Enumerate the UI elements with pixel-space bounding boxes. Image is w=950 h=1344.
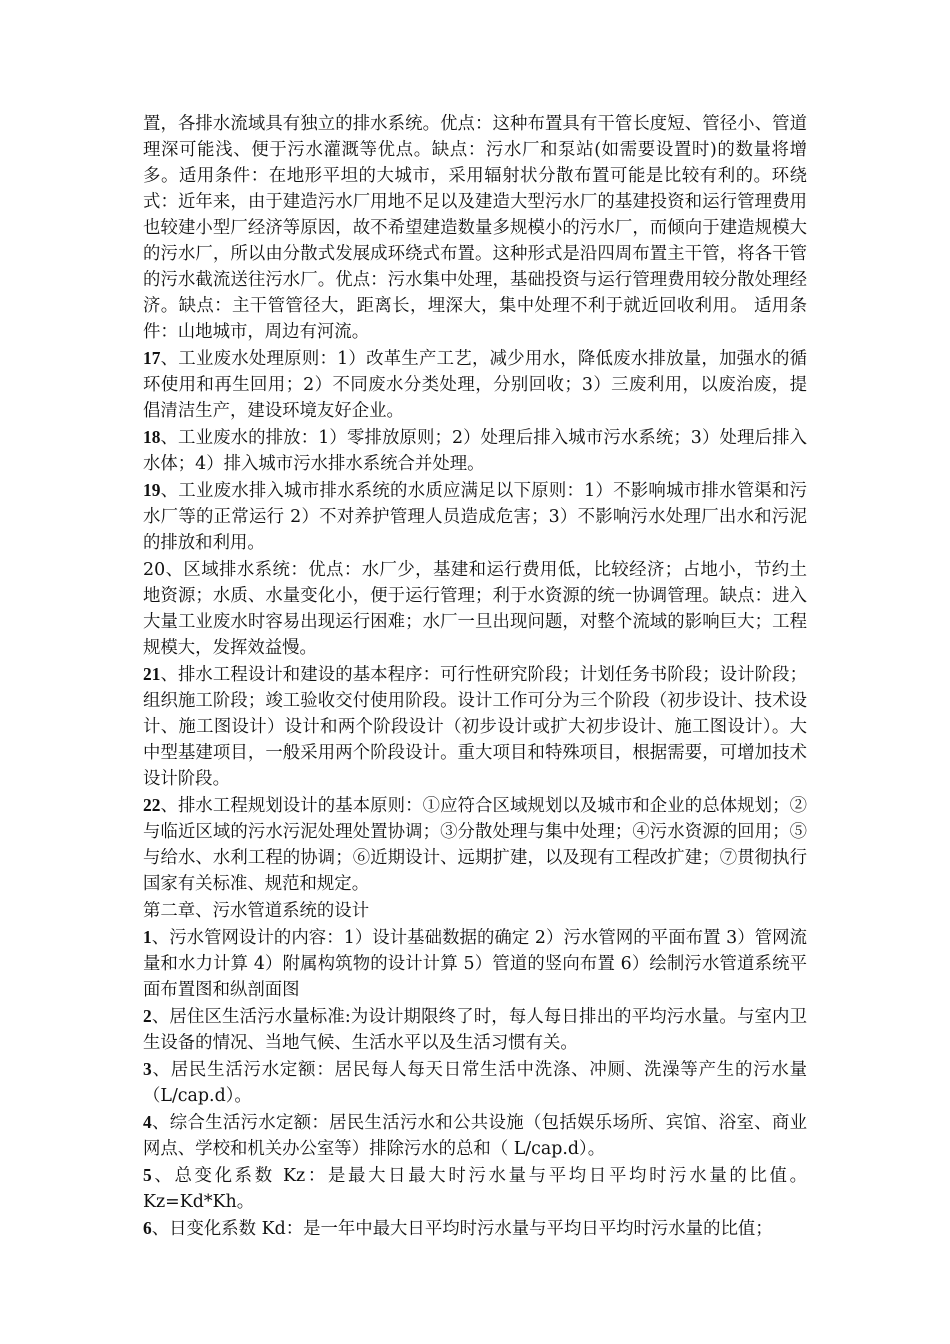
paragraph-21 (143, 661, 807, 792)
paragraph-ch2-5 (143, 1162, 807, 1215)
paragraph-text: 、总变化系数 Kz：是最大日最大时污水量与平均日平均时污水量的比值。Kz=Kd*Kh。 (143, 1166, 807, 1212)
paragraph-ch2-3 (143, 1056, 807, 1109)
paragraph-number: 19 (143, 480, 161, 500)
paragraph-22 (143, 792, 807, 897)
paragraph-text: 20、区域排水系统：优点：水厂少，基建和运行费用低，比较经济；占地小，节约土地资源；水质、水量变化小，便于运行管理；利于水资源的统一协调管理。缺点：进入大量工业废水时容易出现运行困难；水厂一旦出现问题，对整个流域的影响巨大；工程规模大，发挥效益慢。 (143, 560, 807, 658)
paragraph-text: 、排水工程设计和建设的基本程序：可行性研究阶段；计划任务书阶段；设计阶段；组织施工阶段；竣工验收交付使用阶段。设计工作可分为三个阶段（初步设计、技术设计、施工图设计）设计和两个阶段设计（初步设计或扩大初步设计、施工图设计）。大中型基建项目，一般采用两个阶段设计。重大项目和特殊项目，根据需要，可增加技术设计阶段。 (143, 665, 807, 789)
paragraph-text: 、日变化系数 Kd：是一年中最大日平均时污水量与平均日平均时污水量的比值； (151, 1219, 773, 1239)
chapter-heading (143, 897, 807, 924)
paragraph-text: 置，各排水流域具有独立的排水系统。优点：这种布置具有干管长度短、管径小、管道理深可能浅、便于污水灌溉等优点。缺点：污水厂和泵站(如需要设置时)的数量将增多。适用条件：在地形平坦的大城市，采用辐射状分散布置可能是比较有利的。环绕式：近年来，由于建造污水厂用地不足以及建造大型污水厂的基建投资和运行管理费用也较建小型厂经济等原因，故不希望建造数量多规模小的污水厂，而倾向于建造规模大的污水厂，所以由分散式发展成环绕式布置。这种形式是沿四周布置主干管，将各干管的污水截流送往污水厂。优点：污水集中处理，基础投资与运行管理费用较分散处理经济。缺点：主干管管径大，距离长，埋深大，集中处理不利于就近回收利用。 适用条件：山地城市，周边有河流。 (143, 114, 807, 342)
paragraph-number: 4 (143, 1112, 152, 1132)
paragraph-number: 2 (143, 1006, 152, 1026)
paragraph-17 (143, 345, 807, 424)
chapter-title: 第二章、污水管道系统的设计 (143, 901, 370, 921)
paragraph-ch2-6 (143, 1215, 807, 1242)
paragraph-text: 、工业废水的排放：1）零排放原则；2）处理后排入城市污水系统；3）处理后排入水体；4）排入城市污水排水系统合并处理。 (143, 428, 807, 474)
paragraph-19 (143, 477, 807, 556)
paragraph-number: 18 (143, 427, 161, 447)
paragraph-text: 、居民生活污水定额：居民每人每天日常生活中洗涤、冲厕、洗澡等产生的污水量（L/cap.d）。 (143, 1060, 807, 1106)
paragraph-18 (143, 424, 807, 477)
paragraph-number: 3 (143, 1059, 152, 1079)
paragraph-number: 6 (143, 1218, 152, 1238)
paragraph-text: 、污水管网设计的内容：1）设计基础数据的确定 2）污水管网的平面布置 3）管网流量和水力计算 4）附属构筑物的设计计算 5）管道的竖向布置 6）绘制污水管道系统平面布置图和纵剖面图 (143, 928, 807, 1000)
paragraph-text: 、居住区生活污水量标准:为设计期限终了时，每人每日排出的平均污水量。与室内卫生设备的情况、当地气候、生活水平以及生活习惯有关。 (143, 1007, 807, 1053)
paragraph-text: 、综合生活污水定额：居民生活污水和公共设施（包括娱乐场所、宾馆、浴室、商业网点、学校和机关办公室等）排除污水的总和（ L/cap.d）。 (143, 1113, 807, 1159)
paragraph-ch2-2 (143, 1003, 807, 1056)
paragraph-layout-continuation (143, 110, 807, 345)
paragraph-text: 、工业废水排入城市排水系统的水质应满足以下原则：1）不影响城市排水管渠和污水厂等的正常运行 2）不对养护管理人员造成危害；3）不影响污水处理厂出水和污泥的排放和利用。 (143, 481, 807, 553)
paragraph-number: 17 (143, 348, 161, 368)
paragraph-number: 1 (143, 927, 152, 947)
paragraph-ch2-4 (143, 1109, 807, 1162)
paragraph-number: 21 (143, 664, 161, 684)
paragraph-number: 5 (143, 1165, 152, 1185)
paragraph-ch2-1 (143, 924, 807, 1003)
document-page (143, 110, 807, 1242)
paragraph-20 (143, 556, 807, 661)
paragraph-text: 、排水工程规划设计的基本原则：①应符合区域规划以及城市和企业的总体规划；②与临近区域的污水污泥处理处置协调；③分散处理与集中处理；④污水资源的回用；⑤与给水、水利工程的协调；⑥近期设计、远期扩建，以及现有工程改扩建；⑦贯彻执行国家有关标准、规范和规定。 (143, 796, 807, 894)
paragraph-text: 、工业废水处理原则：1）改革生产工艺，减少用水，降低废水排放量，加强水的循环使用和再生回用；2）不同废水分类处理，分别回收；3）三废利用，以废治废，提倡清洁生产，建设环境友好企业。 (143, 349, 807, 421)
paragraph-number: 22 (143, 795, 161, 815)
